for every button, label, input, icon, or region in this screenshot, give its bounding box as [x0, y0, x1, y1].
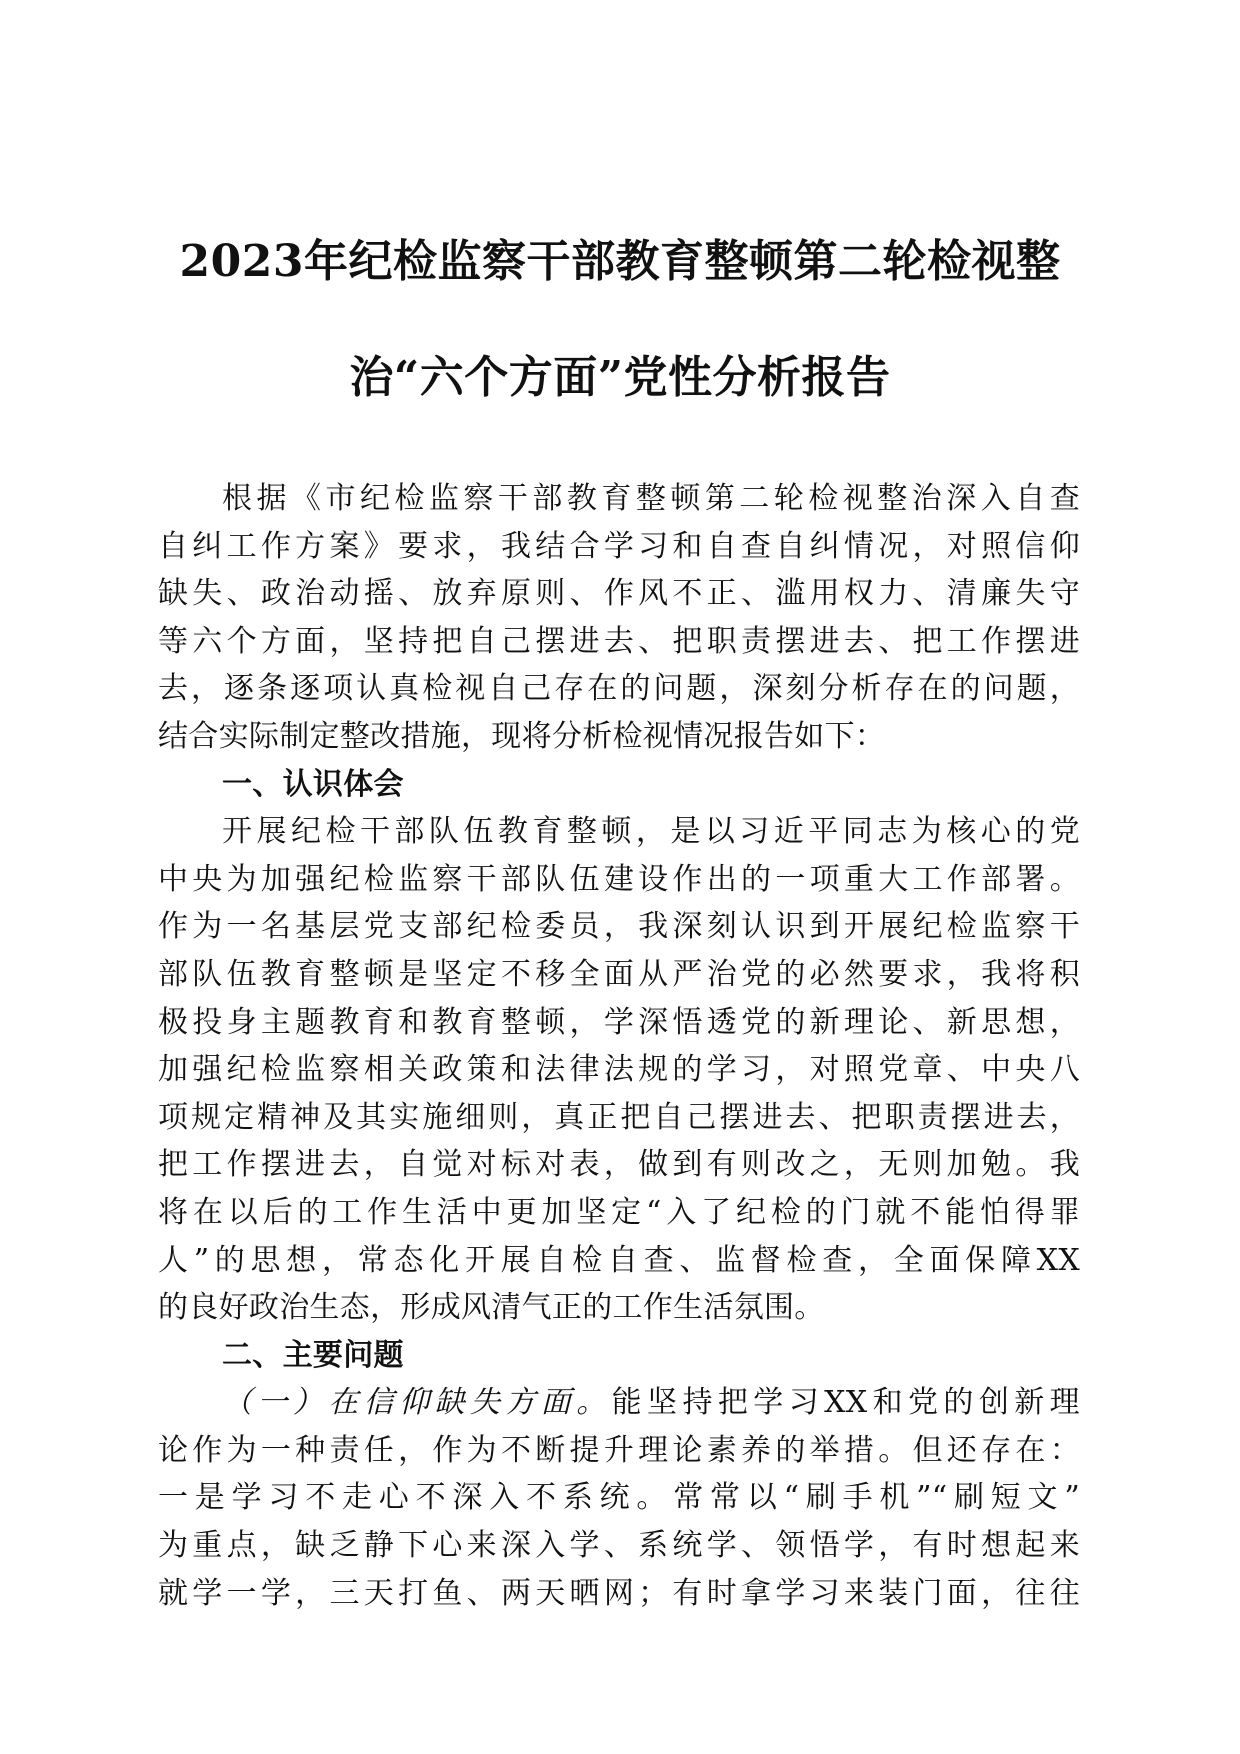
section-1-line: 部队伍教育整顿是坚定不移全面从严治党的必然要求，我将积 — [158, 956, 1080, 992]
section-1-line: 极投身主题教育和教育整顿，学深悟透党的新理论、新思想， — [158, 1004, 1080, 1040]
section-heading: 一、认识体会 — [222, 766, 404, 802]
intro-line: 等六个方面，坚持把自己摆进去、把职责摆进去、把工作摆进 — [158, 623, 1080, 659]
section-1-line: 将在以后的工作生活中更加坚定“入了纪检的门就不能怕得罪 — [158, 1194, 1080, 1230]
section-1-line: 项规定精神及其实施细则，真正把自己摆进去、把职责摆进去， — [158, 1099, 1080, 1135]
document-title-line-2: 治“六个方面”党性分析报告 — [349, 352, 891, 403]
document-body — [158, 475, 1080, 1617]
section-2-line: 为重点，缺乏静下心来深入学、系统学、领悟学，有时想起来 — [158, 1528, 1080, 1564]
section-2-line: 一是学习不走心不深入不系统。常常以“刷手机”“刷短文” — [158, 1480, 1080, 1516]
intro-line: 根据《市纪检监察干部教育整顿第二轮检视整治深入自查 — [222, 481, 1080, 516]
section-1-line: 开展纪检干部队伍教育整顿，是以习近平同志为核心的党 — [222, 814, 1080, 850]
subsection-label: （一）在信仰缺失方面。 — [222, 1385, 612, 1421]
section-2-line — [158, 1379, 1080, 1427]
document-title-line-1: 2023年纪检监察干部教育整顿第二轮检视整 — [179, 236, 1061, 287]
section-heading: 二、主要问题 — [222, 1337, 404, 1373]
section-1-line: 的良好政治生态，形成风清气正的工作生活氛围。 — [158, 1290, 825, 1326]
intro-line: 去，逐条逐项认真检视自己存在的问题，深刻分析存在的问题， — [158, 671, 1080, 707]
subsection-text: 能坚持把学习XX和党的创新理 — [611, 1385, 1080, 1421]
section-1-line: 加强纪检监察相关政策和法律法规的学习，对照党章、中央八 — [158, 1052, 1080, 1088]
section-1-line: 中央为加强纪检监察干部队伍建设作出的一项重大工作部署。 — [158, 861, 1080, 897]
section-2-line: 论作为一种责任，作为不断提升理论素养的举措。但还存在： — [158, 1432, 1080, 1468]
section-1-line: 人”的思想，常态化开展自检自查、监督检查，全面保障XX — [158, 1242, 1080, 1278]
intro-line: 缺失、政治动摇、放弃原则、作风不正、滥用权力、清廉失守 — [158, 576, 1080, 612]
intro-line: 自纠工作方案》要求，我结合学习和自查自纠情况，对照信仰 — [158, 528, 1080, 564]
intro-line: 结合实际制定整改措施，现将分析检视情况报告如下： — [158, 718, 886, 754]
section-1-line: 作为一名基层党支部纪检委员，我深刻认识到开展纪检监察干 — [158, 909, 1080, 945]
section-2-line: 就学一学，三天打鱼、两天晒网；有时拿学习来装门面，往往 — [158, 1575, 1080, 1611]
section-1-line: 把工作摆进去，自觉对标对表，做到有则改之，无则加勉。我 — [158, 1147, 1080, 1183]
